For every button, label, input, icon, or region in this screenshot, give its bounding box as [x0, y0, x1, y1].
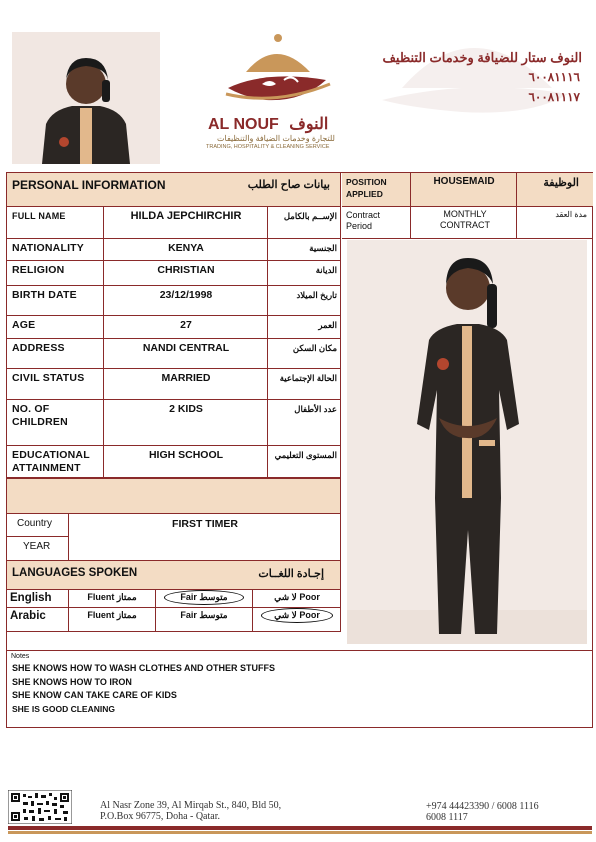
- note-line: SHE KNOWS HOW TO IRON: [12, 676, 132, 687]
- blank-band: [7, 478, 341, 514]
- experience-section: [7, 514, 341, 560]
- note-line: SHE IS GOOD CLEANING: [12, 703, 115, 714]
- portrait-photo: [12, 32, 160, 164]
- row-label-ar: الديانة: [315, 265, 337, 275]
- personal-row: [7, 446, 341, 478]
- footer-address-2: P.O.Box 96775, Doha - Qatar.: [100, 811, 220, 822]
- personal-info-header: [7, 173, 341, 207]
- position-label: POSITION APPLIED: [346, 177, 387, 199]
- row-label: NO. OF CHILDREN: [12, 403, 68, 428]
- row-label-ar: الحالة الإجتماعية: [279, 373, 337, 383]
- row-label: EDUCATIONAL ATTAINMENT: [12, 449, 90, 474]
- row-label: BIRTH DATE: [12, 289, 77, 301]
- full-body-photo: [347, 240, 587, 644]
- personal-info-title: PERSONAL INFORMATION: [12, 178, 166, 192]
- personal-row: [7, 261, 341, 286]
- language-fluent: Fluent ممتاز: [87, 610, 137, 620]
- footer-phone-1: +974 44423390 / 6008 1116: [426, 801, 539, 812]
- language-fair-selected: Fair متوسط: [164, 590, 244, 605]
- footer-address-1: Al Nasr Zone 39, Al Mirqab St., 840, Bld 50,: [100, 800, 282, 811]
- row-label-ar: المستوى التعليمي: [274, 450, 337, 460]
- languages-title: LANGUAGES SPOKEN: [12, 567, 138, 579]
- logo-emblem-icon: [206, 30, 346, 110]
- personal-row: [7, 286, 341, 316]
- qr-code-icon: [8, 790, 72, 824]
- contract-label-ar: مدة العقد: [555, 210, 587, 219]
- header-phone-2: ٦٠٠٨١١١٧: [528, 90, 580, 104]
- notes-title: Notes: [11, 653, 30, 660]
- personal-row: [7, 400, 341, 446]
- row-value: 2 KIDS: [169, 403, 203, 415]
- language-fair: Fair متوسط: [180, 610, 228, 620]
- languages-header: [7, 560, 341, 590]
- contract-label: Contract Period: [346, 210, 381, 231]
- row-value: NANDI CENTRAL: [142, 342, 230, 354]
- logo-tagline-en: TRADING, HOSPITALITY & CLEANING SERVICE: [206, 144, 330, 150]
- position-header: [342, 173, 593, 207]
- personal-row: [7, 207, 341, 239]
- row-label-ar: الإســم بالكامل: [283, 211, 337, 221]
- footer-line-maroon: [8, 826, 592, 830]
- row-value: HIGH SCHOOL: [148, 449, 224, 461]
- row-value: KENYA: [168, 242, 204, 254]
- contract-value: MONTHLY CONTRACT: [440, 209, 490, 230]
- language-name: Arabic: [10, 610, 46, 622]
- row-label: NATIONALITY: [12, 242, 84, 254]
- year-label: YEAR: [7, 537, 69, 560]
- row-label: ADDRESS: [12, 342, 65, 354]
- language-poor: لا شي Poor: [274, 592, 320, 602]
- position-value: HOUSEMAID: [433, 176, 495, 187]
- row-label-ar: العمر: [318, 320, 337, 330]
- experience-value: FIRST TIMER: [172, 518, 238, 530]
- note-line: SHE KNOWS HOW TO WASH CLOTHES AND OTHER STUFFS: [12, 663, 275, 673]
- header-phone-1: ٦٠٠٨١١١٦: [528, 70, 580, 84]
- company-logo: [206, 30, 346, 158]
- row-label-ar: الجنسية: [309, 243, 337, 253]
- row-label: AGE: [12, 319, 36, 331]
- personal-row: [7, 316, 341, 339]
- country-label: Country: [7, 514, 69, 537]
- row-label: RELIGION: [12, 264, 65, 276]
- row-label-ar: عدد الأطفال: [294, 404, 337, 414]
- footer-line-gold: [8, 831, 592, 834]
- row-value: HILDA JEPCHIRCHIR: [130, 210, 242, 222]
- language-row: [7, 608, 341, 632]
- personal-info-title-ar: بيانات صاح الطلب: [247, 179, 330, 191]
- header-company-ar: النوف ستار للضيافة وخدمات التنظيف: [382, 50, 582, 65]
- personal-row: [7, 239, 341, 261]
- logo-text-ar: النوف: [289, 116, 329, 133]
- logo-tagline-ar: للتجارة وخدمات الضيافة والتنظيفات: [217, 134, 335, 143]
- row-label-ar: مكان السكن: [292, 343, 337, 353]
- row-value: 23/12/1998: [159, 289, 213, 301]
- contract-row: [342, 207, 593, 239]
- notes-section: [7, 650, 593, 728]
- row-label-ar: تاريخ الميلاد: [296, 290, 337, 300]
- languages-title-ar: إجـادة اللغــات: [258, 568, 324, 580]
- row-label: FULL NAME: [12, 211, 66, 221]
- footer-phone-2: 6008 1117: [426, 812, 468, 823]
- logo-text-en: AL NOUF: [208, 116, 279, 133]
- row-value: MARRIED: [161, 372, 211, 384]
- language-row: [7, 590, 341, 608]
- language-name: English: [10, 592, 52, 604]
- personal-row: [7, 339, 341, 369]
- language-poor-selected: لا شي Poor: [261, 608, 333, 623]
- row-value: CHRISTIAN: [157, 264, 215, 276]
- position-label-ar: الوظيفة: [543, 177, 579, 189]
- row-value: 27: [180, 319, 192, 331]
- personal-row: [7, 369, 341, 400]
- row-label: CIVIL STATUS: [12, 372, 85, 384]
- note-line: SHE KNOW CAN TAKE CARE OF KIDS: [12, 690, 177, 700]
- language-fluent: Fluent ممتاز: [87, 592, 137, 602]
